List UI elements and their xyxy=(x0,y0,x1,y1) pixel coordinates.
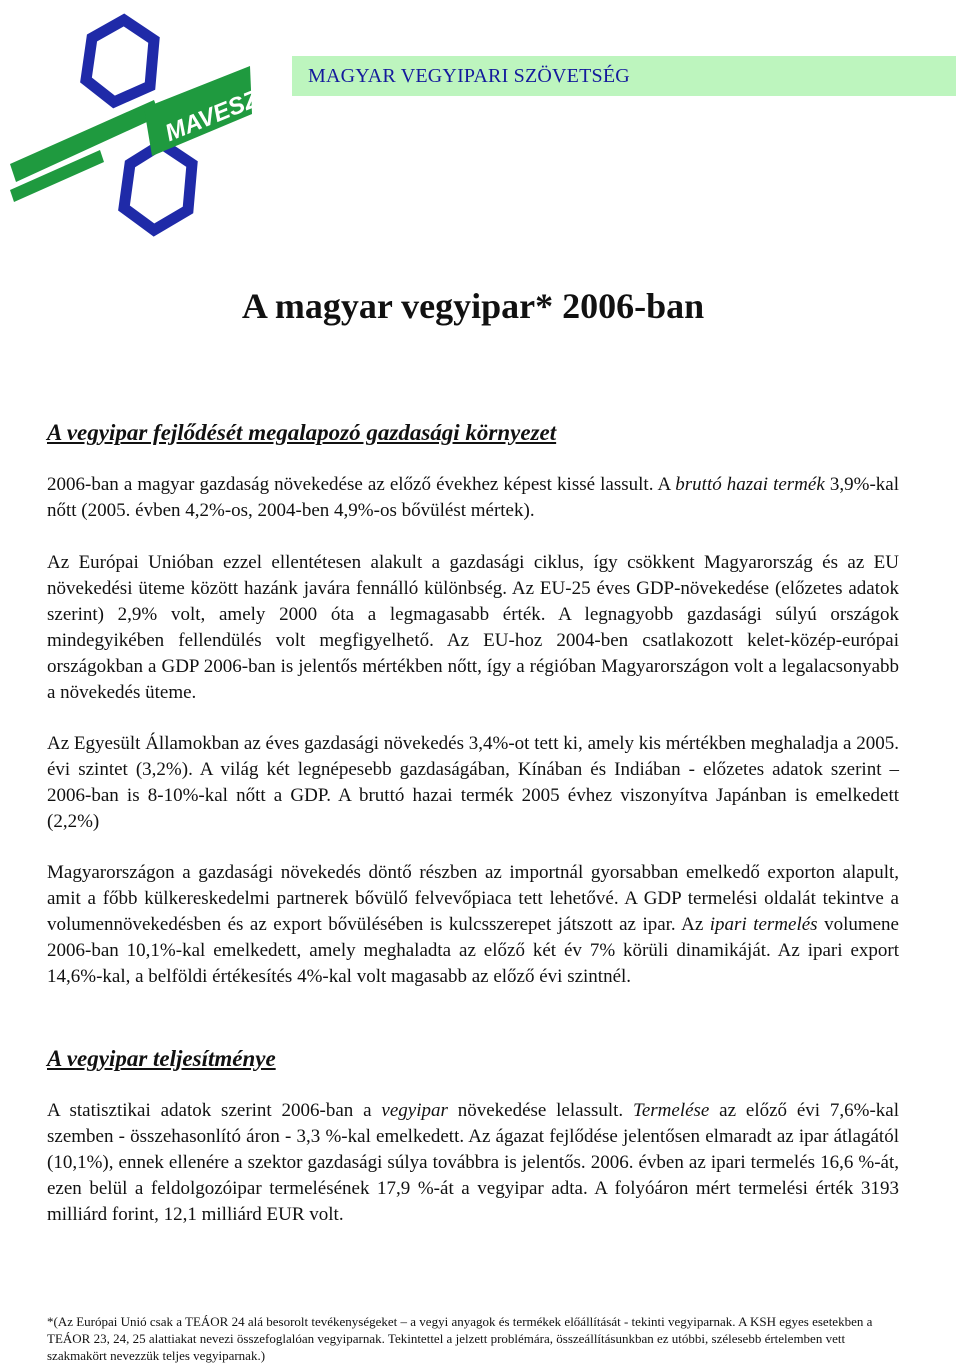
mavesz-logo xyxy=(4,4,263,244)
upper-hexagon-shape xyxy=(86,20,154,102)
paragraph-text: növekedése lelassult. xyxy=(447,1100,634,1121)
mavesz-logo-graphic xyxy=(4,4,263,244)
organization-banner xyxy=(292,56,956,96)
emphasis-text: bruttó hazai termék xyxy=(675,474,825,495)
lower-hexagon-shape xyxy=(124,144,192,230)
document-title: A magyar vegyipar* 2006-ban xyxy=(241,286,705,326)
paragraph-text: 3,9%-kal nőtt (2005. évben 4,2%-os, 2004-ben 4,9%-os bővülést mértek). xyxy=(47,474,899,521)
paragraph-text: A statisztikai adatok szerint 2006-ban a xyxy=(47,1100,382,1121)
logo-text: MAVESZ xyxy=(161,85,263,148)
paragraph-text: Magyarországon a gazdasági növekedés döntő részben az importnál gyorsabban emelkedő exporton alapult, amit a főbb külkereskedelmi partnerek bővülő felvevőpiaca tett lehetővé. A GDP termelési oldalát tekintve a volumennövekedésben és az export bővülésében is kulcsszerepet játszott az ipar. Az xyxy=(47,862,899,935)
emphasis-text: vegyipar xyxy=(381,1100,448,1121)
paragraph-text: volumene 2006-ban 10,1%-kal emelkedett, amely meghaladta az előző két év 7% körüli dinamikáját. Az ipari export 14,6%-kal, a belföldi értékesítés 4%-kal volt magasabb az előző évi szintnél. xyxy=(47,914,899,987)
emphasis-text: ipari termelés xyxy=(709,914,818,935)
paragraph-hungary-industry xyxy=(47,860,899,990)
paragraph-text: 2006-ban a magyar gazdaság növekedése az előző évekhez képest kissé lassult. A xyxy=(47,474,676,495)
paragraph-world-economy: Az Egyesült Államokban az éves gazdasági növekedés 3,4%-ot tett ki, amely kis mértékben meghaladja a 2005. évi szintet (3,2%). A világ két legnépesebb gazdaságában, Kínában és Indiában - előzetes adatok szerint – 2006-ban is 8-10%-kal nőtt a GDP. A bruttó hazai termék 2005 évhez viszonyítva Japánban is emelkedett (2,2%) xyxy=(47,733,899,832)
section-heading-environment: A vegyipar fejlődését megalapozó gazdasági környezet xyxy=(47,420,557,445)
organization-name: MAGYAR VEGYIPARI SZÖVETSÉG xyxy=(308,64,630,87)
paragraph-gdp-growth xyxy=(47,472,899,524)
footnote: *(Az Európai Unió csak a TEÁOR 24 alá besorolt tevékenységeket – a vegyi anyagok és termékek előállítását - tekinti vegyiparnak. A KSH egyes esetekben a TEÁOR 23, 24, 25 alattiakat nevezi összefoglalóan vegyiparnak. Tekintettel a jelzett problémára, összeállításunkban ez utóbbi, szélesebb értelemben vett szakmakört nevezzük teljes vegyiparnak.) xyxy=(47,1314,873,1363)
paragraph-chemical-performance xyxy=(47,1098,899,1228)
paragraph-text: az előző évi 7,6%-kal szemben - összehasonlító áron - 3,3 %-kal emelkedett. Az ágazat fejlődése jelentősen elmaradt az ipar átlagától (10,1%), ennek ellenére a szektor gazdasági súlya továbbra is jelentős. 2006. évben az ipari termelés 16,6 %-át, ezen belül a feldolgozóipar termelésének 17,9 %-át a vegyipar adta. A folyóáron mért termelési érték 3193 milliárd forint, 12,1 milliárd EUR volt. xyxy=(47,1100,900,1225)
emphasis-text: Termelése xyxy=(633,1100,710,1121)
section-heading-performance: A vegyipar teljesítménye xyxy=(47,1046,276,1071)
paragraph-eu-cycle: Az Európai Unióban ezzel ellentétesen alakult a gazdasági ciklus, így csökkent Magyarország és az EU növekedési üteme között hazánk javára fennálló különbség. Az EU-25 éves GDP-növekedése (előzetes adatok szerint) 2,9% volt, amely 2000 óta a legmagasabb érték. A legnagyobb gazdasági súlyú országok mindegyikében fellendülés volt megfigyelhető. Az EU-hoz 2004-ben csatlakozott kelet-közép-európai országokban a GDP 2006-ban is jelentős mértékben nőtt, így a régióban Magyarországon volt a legalacsonyabb a növekedés üteme. xyxy=(47,552,899,703)
